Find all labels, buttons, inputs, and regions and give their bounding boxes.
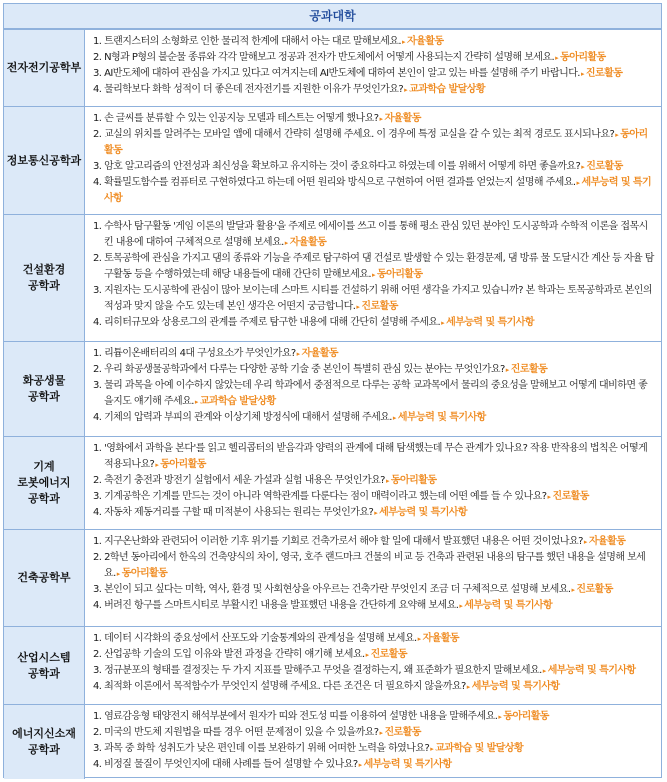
question-item [93,219,655,251]
question-item [93,709,655,725]
arrow-marker-icon: ▸ [615,131,619,139]
question-item [93,251,655,283]
question-item [93,346,655,362]
question-item [93,679,655,695]
department-row [4,341,661,436]
question-text: 1. 염료감응형 태양전지 해석부분에서 원자가 띠와 전도성 띠를 이용하여 설명한 내용을 말해주세요. [93,711,498,722]
question-item [93,111,655,127]
question-text: 2. N형과 P형의 불순물 종류와 각각 말해보고 정공과 전자가 반도체에서 어떻게 사용되는지 간략히 설명해 보세요. [93,52,555,63]
arrow-marker-icon: ▸ [385,477,389,485]
arrow-marker-icon: ▸ [430,745,434,753]
question-item [93,473,655,489]
department-name: 건축공학부 [4,530,85,626]
question-item [93,127,655,159]
activity-tag: 동아리활동 [503,711,549,722]
question-text: 1. 트랜지스터의 소형화로 인한 물리적 한계에 대해서 아는 대로 말해보세요. [93,36,402,47]
question-list [85,627,661,704]
question-text: 2. 토목공학에 관심을 가지고 댐의 종류와 기능을 주제로 탐구하여 댐 건설로 발생할 수 있는 환경문제, 댐 방류 물 도달시간 계산 등 자율 탐구활동 등을 수행하였는데 해당 내용들에 대해 간단히 말해보세요. [93,253,654,280]
question-text: 4. 비정질 물질이 무엇인지에 대해 사례를 들어 설명할 수 있나요? [93,759,358,770]
arrow-marker-icon: ▸ [498,713,502,721]
question-text: 2. 미국의 반도체 지원법을 따를 경우 어떤 문제점이 있을 수 있을까요? [93,727,379,738]
question-list [85,215,661,341]
activity-tag: 교과학습 발달상황 [409,84,485,95]
activity-tag: 자율활동 [407,36,444,47]
arrow-marker-icon: ▸ [116,570,120,578]
department-name: 에너지신소재 공학과 [4,705,85,779]
department-row [4,704,661,779]
arrow-marker-icon: ▸ [402,38,405,46]
department-row [4,106,661,214]
admissions-interview-table [3,3,662,778]
department-row [4,436,661,529]
arrow-marker-icon: ▸ [296,350,300,358]
activity-tag: 동아리활동 [560,52,606,63]
question-list [85,107,661,214]
question-item [93,505,655,521]
question-item [93,489,655,505]
arrow-marker-icon: ▸ [571,586,575,594]
department-row [4,214,661,341]
question-text: 3. 과목 중 화학 성취도가 낮은 편인데 이를 보완하기 위해 어떠한 노력을 하였나요? [93,743,430,754]
arrow-marker-icon: ▸ [284,239,288,247]
arrow-marker-icon: ▸ [583,538,587,546]
question-text: 4. 최적화 이론에서 목적함수가 무엇인지 설명해 주세요. 다른 조건은 더 필요하지 않을까요? [93,681,466,692]
activity-tag: 진로활동 [552,491,589,502]
question-item [93,757,655,773]
activity-tag: 세부능력 및 특기사항 [464,600,553,611]
question-item [93,66,655,82]
question-text: 3. 본인이 되고 싶다는 미학, 역사, 환경 및 사회현상을 아우르는 건축가란 무엇인지 조금 더 구체적으로 설명해 보세요. [93,584,571,595]
activity-tag: 동아리활동 [104,129,648,156]
activity-tag: 동아리활동 [390,475,437,486]
activity-tag: 세부능력 및 특기사항 [547,665,636,676]
activity-tag: 진로활동 [370,649,408,660]
question-text: 4. 물리학보다 화학 성적이 더 좋은데 전자전기를 지원한 이유가 무엇인가요? [93,84,404,95]
question-list [85,705,661,779]
question-item [93,631,655,647]
arrow-marker-icon: ▸ [404,86,408,94]
question-text: 3. AI반도체에 대하여 관심을 가지고 있다고 여겨지는데 AI반도체에 대하여 본인이 알고 있는 바를 설명해 주기 바랍니다. [93,68,580,79]
activity-tag: 세부능력 및 특기사항 [446,317,534,328]
arrow-marker-icon: ▸ [441,319,445,327]
activity-tag: 교과학습 발달상황 [199,396,276,407]
activity-tag: 동아리활동 [160,459,206,470]
arrow-marker-icon: ▸ [372,271,375,279]
question-text: 1. '영화에서 과학을 본다'를 읽고 헬리콥터의 받음각과 양력의 관계에 대해 탐색했는데 무슨 관계가 있나요? 작용 반작용의 법칙은 어떻게 적용되나요? [93,443,648,470]
question-item [93,410,655,426]
department-name: 산업시스템 공학과 [4,627,85,704]
question-item [93,50,655,66]
question-list [85,530,661,626]
arrow-marker-icon: ▸ [547,493,551,501]
department-name: 전자전기공학부 [4,30,85,106]
question-item [93,315,655,331]
activity-tag: 자율활동 [384,113,421,124]
activity-tag: 진로활동 [576,584,613,595]
arrow-marker-icon: ▸ [356,303,360,311]
question-item [93,175,655,207]
question-text: 1. 수학사 탐구활동 '게임 이론의 발달과 활용'을 주제로 에세이를 쓰고 이를 통해 평소 관심 있던 분야인 도시공학과 수학적 이론을 접목시킨 내용에 대하여 구체적으로 설명해 보세요. [93,221,648,248]
arrow-marker-icon: ▸ [374,509,378,517]
question-text: 3. 지원자는 도시공학에 관심이 많아 보이는데 스마트 시티를 건설하기 위해 어떤 생각을 가지고 있습니까? 본 학과는 토목공학과로 본인의 적성과 맞지 않을 수도 있는데 본인 생각은 어떤지 궁금합니다. [93,285,652,312]
question-text: 2. 축전기 충전과 방전기 실험에서 세운 가설과 실험 내용은 무엇인가요? [93,475,385,486]
question-item [93,725,655,741]
department-name: 건설환경 공학과 [4,215,85,341]
department-name: 화공생물 공학과 [4,342,85,436]
question-text: 3. 물리 과목을 아예 이수하지 않았는데 우리 학과에서 중점적으로 다루는 공학 교과목에서 물리의 중요성을 말해보고 어떻게 대비하면 좋을지도 얘기해 주세요. [93,380,648,407]
question-list [85,437,661,529]
question-item [93,663,655,679]
activity-tag: 자율활동 [289,237,327,248]
arrow-marker-icon: ▸ [580,70,584,78]
question-text: 3. 기계공학은 기계를 만드는 것이 아니라 역학관계를 다룬다는 점이 매력이라고 했는데 어떤 예를 들 수 있나요? [93,491,547,502]
arrow-marker-icon: ▸ [417,635,421,643]
activity-tag: 동아리활동 [121,568,168,579]
question-text: 4. 리히터규모와 상용로그의 관계를 주제로 탐구한 내용에 대해 간단히 설명해 주세요. [93,317,441,328]
activity-tag: 진로활동 [361,301,398,312]
question-text: 3. 정규분포의 형태를 결정짓는 두 가지 지표를 말해주고 무엇을 결정하는지, 왜 표준화가 필요한지 말해보세요. [93,665,542,676]
question-item [93,378,655,410]
activity-tag: 진로활동 [586,161,623,172]
table-title: 공과대학 [4,4,661,29]
question-item [93,159,655,175]
question-text: 3. 암호 알고리즘의 안전성과 최신성을 확보하고 유지하는 것이 중요하다고 하였는데 이를 위해서 어떻게 하면 좋을까요? [93,161,581,172]
question-item [93,598,655,614]
activity-tag: 자율활동 [588,536,626,547]
question-text: 1. 지구온난화와 관련되어 이러한 기후 위기를 기회로 건축가로서 해야 할 일에 대해서 발표했던 내용은 어떤 것이었나요? [93,536,583,547]
arrow-marker-icon: ▸ [392,414,396,422]
question-item [93,441,655,473]
question-item [93,582,655,598]
question-item [93,34,655,50]
activity-tag: 세부능력 및 특기사항 [104,177,652,204]
arrow-marker-icon: ▸ [459,602,463,610]
question-list [85,30,661,106]
arrow-marker-icon: ▸ [365,651,369,659]
question-text: 4. 자동차 제동거리를 구할 때 미적분이 사용되는 원리는 무엇인가요? [93,507,374,518]
question-item [93,534,655,550]
question-text: 2. 2학년 동아리에서 한옥의 건축양식의 차이, 영국, 호주 랜드마크 건물의 비교 등 건축과 관련된 내용의 탐구를 했던 내용을 설명해 보세요. [93,552,646,579]
arrow-marker-icon: ▸ [379,115,383,123]
question-item [93,647,655,663]
question-item [93,362,655,378]
activity-tag: 진로활동 [510,364,548,375]
question-text: 4. 버려진 항구를 스마트시티로 부활시킨 내용을 발표했던 내용을 간단하게 요약해 보세요. [93,600,459,611]
activity-tag: 자율활동 [301,348,339,359]
arrow-marker-icon: ▸ [379,729,383,737]
arrow-marker-icon: ▸ [581,163,585,171]
question-text: 2. 산업공학 기술의 도입 이유와 발전 과정을 간략히 얘기해 보세요. [93,649,365,660]
activity-tag: 진로활동 [384,727,421,738]
arrow-marker-icon: ▸ [555,54,559,62]
department-row [4,529,661,626]
arrow-marker-icon: ▸ [542,667,546,675]
question-text: 2. 교실의 위치를 알려주는 모바일 앱에 대해서 간략히 설명해 주세요. 이 경우에 특정 교실을 갈 수 있는 최적 경로도 표시되나요? [93,129,615,140]
question-text: 1. 리튬이온배터리의 4대 구성요소가 무엇인가요? [93,348,296,359]
activity-tag: 자율활동 [422,633,460,644]
question-list [85,342,661,436]
question-text: 4. 기체의 압력과 부피의 관계와 이상기체 방정식에 대해서 설명해 주세요. [93,412,392,423]
department-row [4,29,661,106]
activity-tag: 교과학습 및 발달상황 [435,743,524,754]
activity-tag: 세부능력 및 특기사항 [397,412,486,423]
activity-tag: 진로활동 [585,68,623,79]
question-text: 4. 확률밀도함수를 컴퓨터로 구현하였다고 하는데 어떤 원리와 방식으로 구현하여 어떤 결과를 얻었는지 설명해 주세요. [93,177,576,188]
arrow-marker-icon: ▸ [358,761,362,769]
question-item [93,741,655,757]
arrow-marker-icon: ▸ [194,398,198,406]
arrow-marker-icon: ▸ [576,179,580,187]
department-name: 기계 로봇에너지 공학과 [4,437,85,529]
department-row [4,626,661,704]
arrow-marker-icon: ▸ [505,366,509,374]
question-text: 2. 우리 화공생물공학과에서 다루는 다양한 공학 기술 중 본인이 특별히 관심 있는 분야는 무엇인가요? [93,364,505,375]
question-text: 1. 손 글씨를 분류할 수 있는 인공지능 모델과 테스트는 어떻게 했나요? [93,113,379,124]
question-item [93,283,655,315]
arrow-marker-icon: ▸ [466,683,470,691]
question-item [93,82,655,98]
arrow-marker-icon: ▸ [155,461,159,469]
activity-tag: 세부능력 및 특기사항 [379,507,468,518]
activity-tag: 세부능력 및 특기사항 [471,681,560,692]
question-text: 1. 데이터 시각화의 중요성에서 산포도와 기술통계와의 관계성을 설명해 보세요. [93,633,417,644]
activity-tag: 동아리활동 [376,269,423,280]
question-item [93,550,655,582]
activity-tag: 세부능력 및 특기사항 [363,759,452,770]
department-name: 정보통신공학과 [4,107,85,214]
